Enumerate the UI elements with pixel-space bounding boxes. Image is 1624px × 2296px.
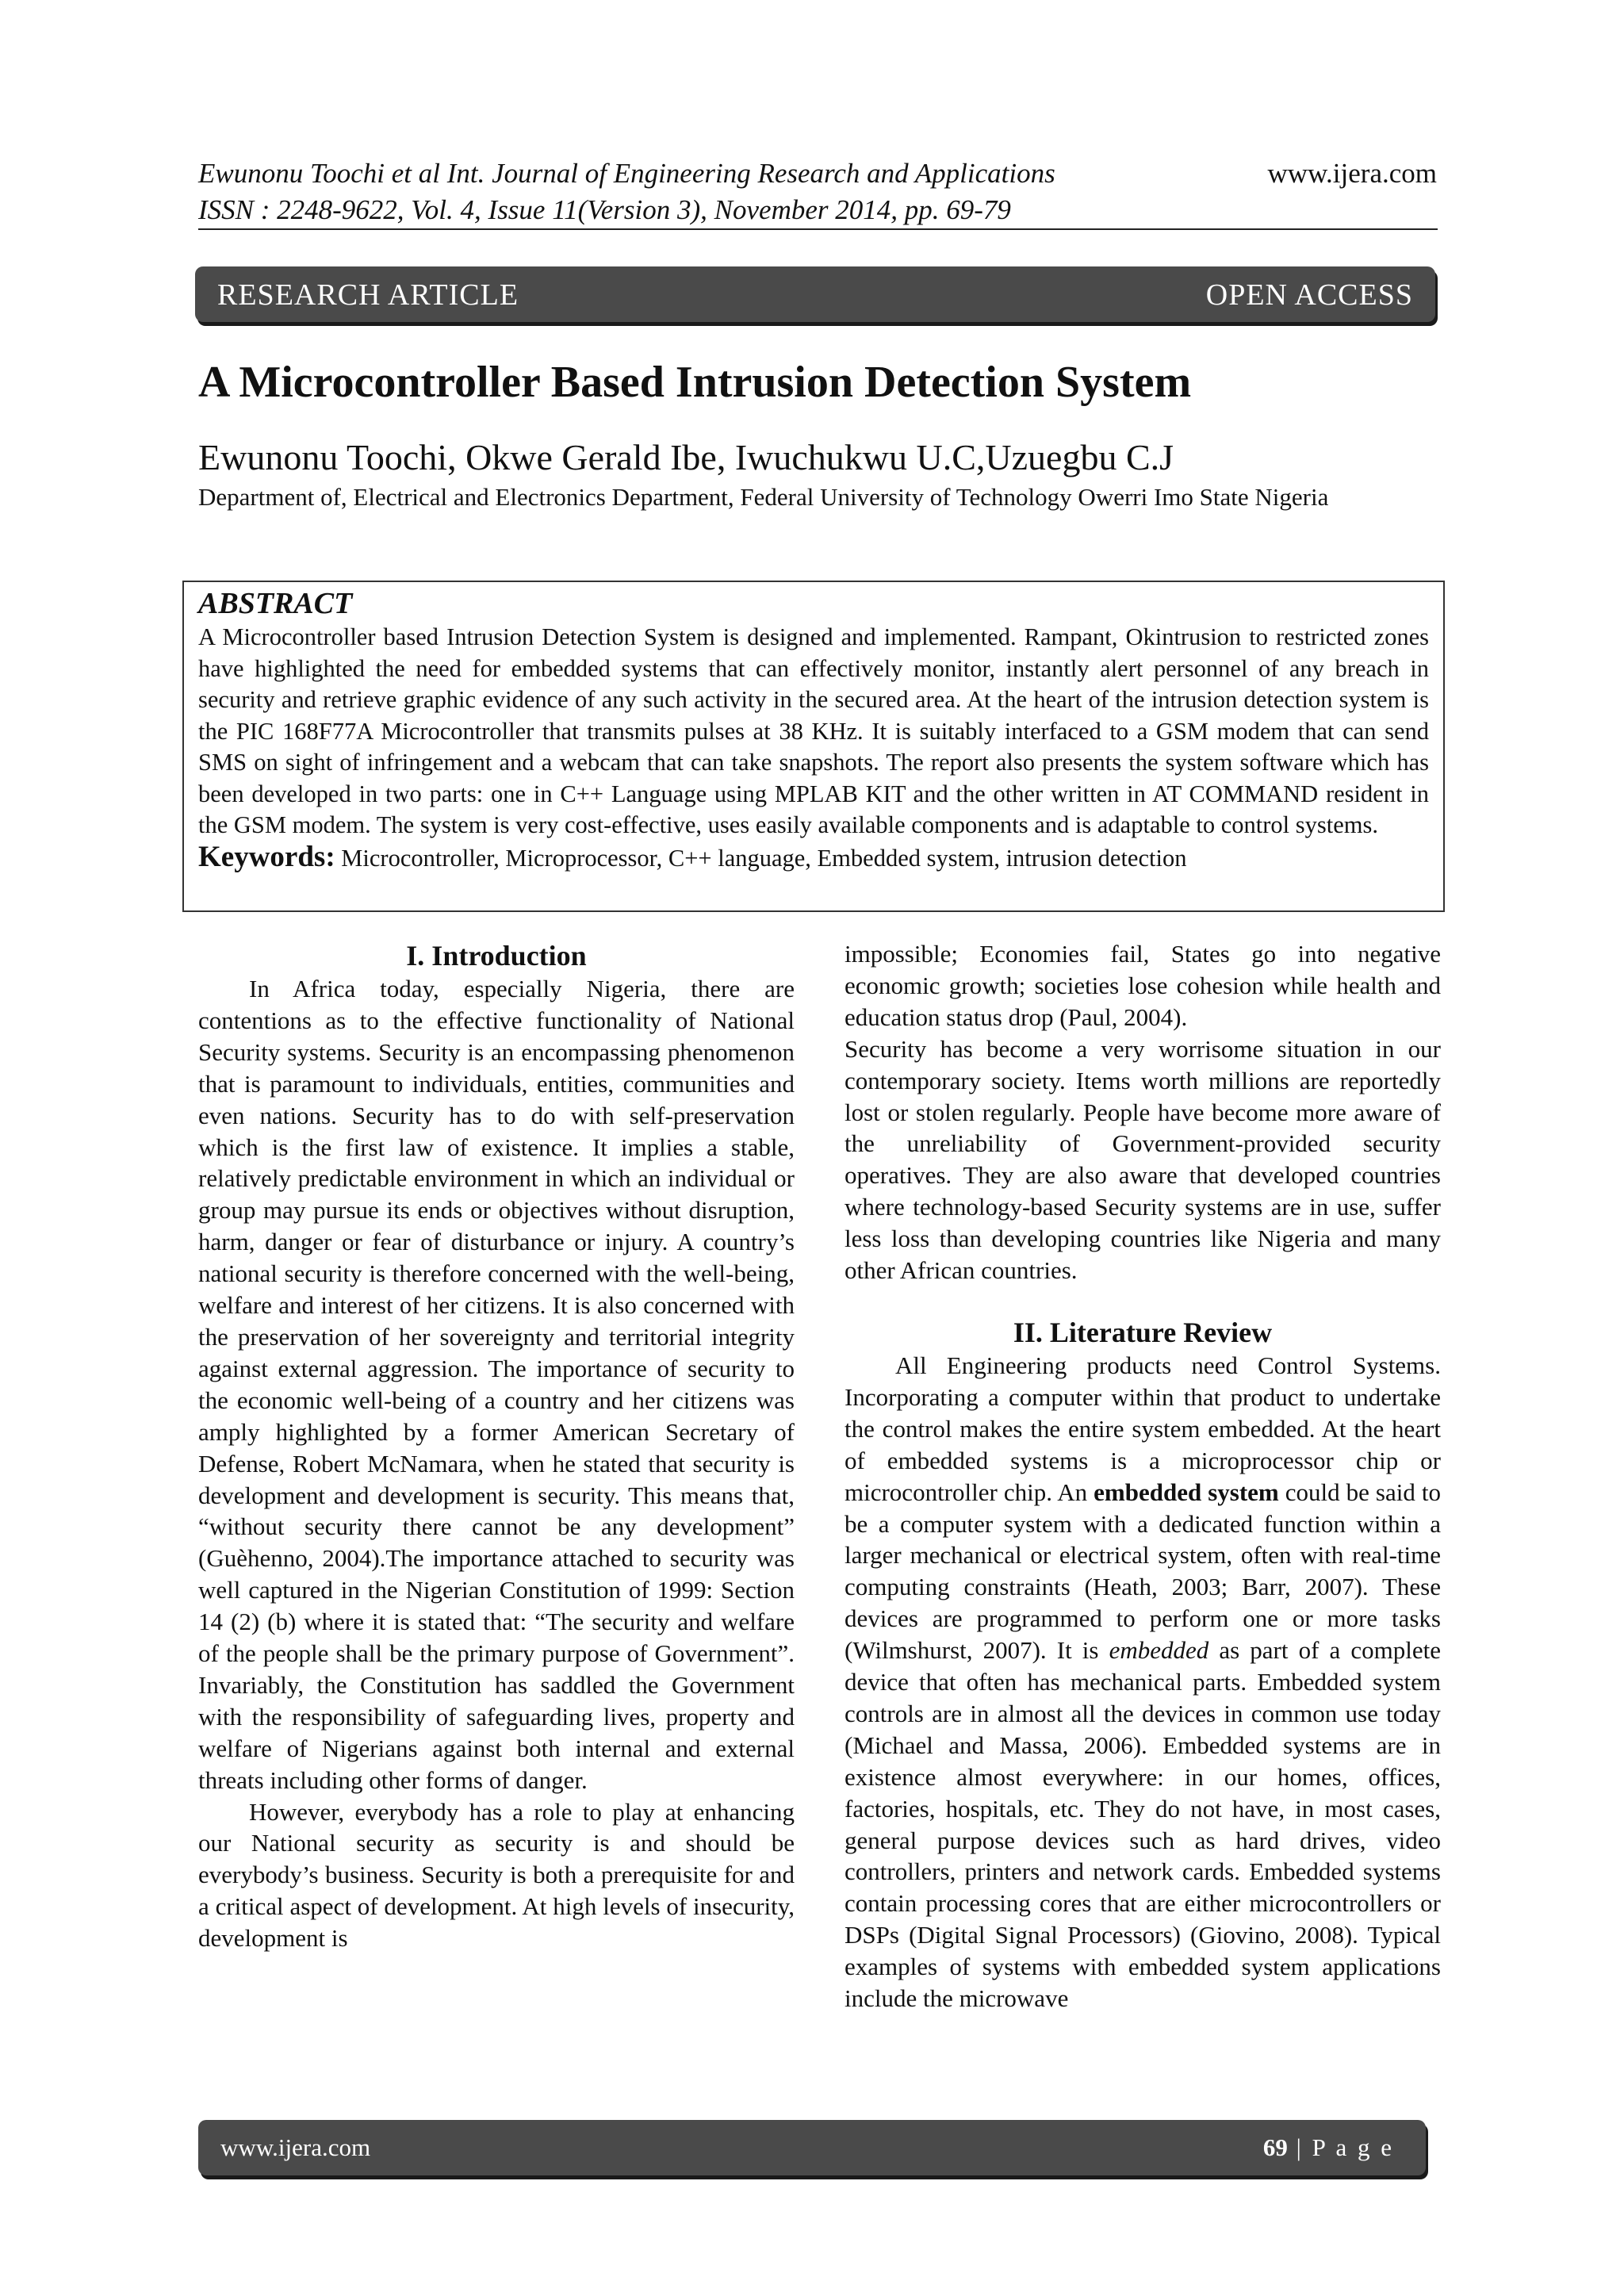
journal-line-2: ISSN : 2248-9622, Vol. 4, Issue 11(Version 3), November 2014, pp. 69-79 — [198, 194, 1011, 225]
intro-paragraph-1: In Africa today, especially Nigeria, there are contentions as to the effective functionality of National Security systems. Security is an encompassing phenomenon that is paramount to individuals, entities, communities and even nations. Security has to do with self-preservation which is the first law of existence. It implies a stable, relatively predictable environment in which an individual or group may pursue its ends or objectives without disruption, harm, danger or fear of disturbance or injury. A country’s national security is therefore concerned with the well-being, welfare and interest of her citizens. It is also concerned with the preservation of her sovereignty and territorial integrity against external aggression. The importance of security to the economic well-being of a country and her citizens was amply highlighted by a former American Secretary of Defense, Robert McNamara, when he stated that security is development and development is security. This means that, “without security there cannot be any development” (Guèhenno, 2004).The importance attached to security was well captured in the Nigerian Constitution of 1999: Section 14 (2) (b) where it is stated that: “The security and welfare of the people shall be the primary purpose of Government”. Invariably, the Constitution has saddled the Government with the responsibility of safeguarding lives, property and welfare of Nigerians against both internal and external threats including other forms of danger. — [198, 975, 795, 1794]
right-column — [845, 938, 1441, 2014]
author-list: Ewunonu Toochi, Okwe Gerald Ibe, Iwuchukwu U.C,Uzuegbu C.J — [198, 437, 1174, 477]
journal-website[interactable]: www.ijera.com — [1267, 158, 1437, 189]
keywords-list: Microcontroller, Microprocessor, C++ language, Embedded system, intrusion detection — [335, 844, 1187, 872]
research-article-label: RESEARCH ARTICLE — [217, 278, 519, 312]
open-access-label: OPEN ACCESS — [1205, 278, 1413, 312]
left-column — [198, 938, 795, 1954]
article-type-banner — [195, 266, 1435, 322]
author-affiliation: Department of, Electrical and Electronics Department, Federal University of Technology Owerri Imo State Nigeria — [198, 483, 1329, 511]
literature-review-heading: II. Literature Review — [1013, 1316, 1273, 1348]
embedded-term-italic: embedded — [1109, 1636, 1209, 1665]
page-footer — [198, 2120, 1426, 2175]
footer-website[interactable]: www.ijera.com — [220, 2133, 371, 2161]
keywords-label: Keywords: — [198, 840, 335, 873]
abstract-box — [182, 581, 1445, 912]
intro-paragraph-2: However, everybody has a role to play at enhancing our National security as security is and should be everybody’s business. Security is both a prerequisite for and a critical aspect of development. At high levels of insecurity, development is — [198, 1797, 795, 1953]
abstract-heading: ABSTRACT — [198, 587, 353, 620]
page-number: 69 — [1262, 2133, 1288, 2161]
page-label: | P a g e — [1287, 2133, 1394, 2161]
lit-text-b: could be said to be a computer system with a dedicated function within a larger mechanical or electrical system, often with real-time computing constraints (Heath, 2003; Barr, 2007). These devices are programmed to perform one or more tasks (Wilmshurst, 2007). It is — [845, 1478, 1441, 1665]
journal-citation — [198, 155, 1055, 228]
intro-paragraph-4: Security has become a very worrisome situation in our contemporary society. Items worth millions are reportedly lost or stolen regularly. People have become more aware of the unreliability of Government-provided security operatives. They are also aware that developed countries where technology-based Security systems are in use, suffer less loss than developing countries like Nigeria and many other African countries. — [845, 1034, 1441, 1285]
header-divider — [198, 228, 1438, 230]
section-spacer — [845, 1286, 1441, 1315]
page-indicator — [1263, 2133, 1394, 2162]
paper-title: A Microcontroller Based Intrusion Detection System — [198, 358, 1192, 407]
lit-text-c: as part of a complete device that often has mechanical parts. Embedded system controls are in almost all the devices in common use today (Michael and Massa, 2006). Embedded systems are in existence almost everywhere: in our homes, offices, factories, hospitals, etc. They do not have, in most cases, general purpose devices such as hard drives, video controllers, printers and network cards. Embedded systems contain processing cores that are either microcontrollers or DSPs (Digital Signal Processors) (Giovino, 2008). Typical examples of systems with embedded system applications include the microwave — [845, 1636, 1441, 2013]
abstract-text: A Microcontroller based Intrusion Detection System is designed and implemented. Rampant, Okintrusion to restricted zones have highlighted the need for embedded systems that can effectively monitor, instantly alert personnel of any breach in security and retrieve graphic evidence of any such activity in the secured area. At the heart of the intrusion detection system is the PIC 168F77A Microcontroller that transmits pulses at 38 KHz. It is suitably interfaced to a GSM modem that can send SMS on sight of infringement and a webcam that can take snapshots. The report also presents the system software which has been developed in two parts: one in C++ Language using MPLAB KIT and the other written in AT COMMAND resident in the GSM modem. The system is very cost-effective, uses easily available components and is adaptable to control systems. — [198, 623, 1429, 838]
intro-paragraph-3: impossible; Economies fail, States go into negative economic growth; societies lose cohesion while health and education status drop (Paul, 2004). — [845, 940, 1441, 1031]
embedded-system-term: embedded system — [1094, 1478, 1279, 1506]
lit-text-a: All Engineering products need Control Systems. Incorporating a computer within that product to undertake the control makes the entire system embedded. At the heart of embedded systems is a microprocessor chip or microcontroller chip. An — [845, 1351, 1441, 1506]
keywords-line — [198, 841, 1429, 874]
literature-paragraph-1 — [845, 1350, 1441, 2014]
introduction-heading: I. Introduction — [406, 940, 587, 972]
journal-line-1: Ewunonu Toochi et al Int. Journal of Engineering Research and Applications — [198, 158, 1055, 189]
